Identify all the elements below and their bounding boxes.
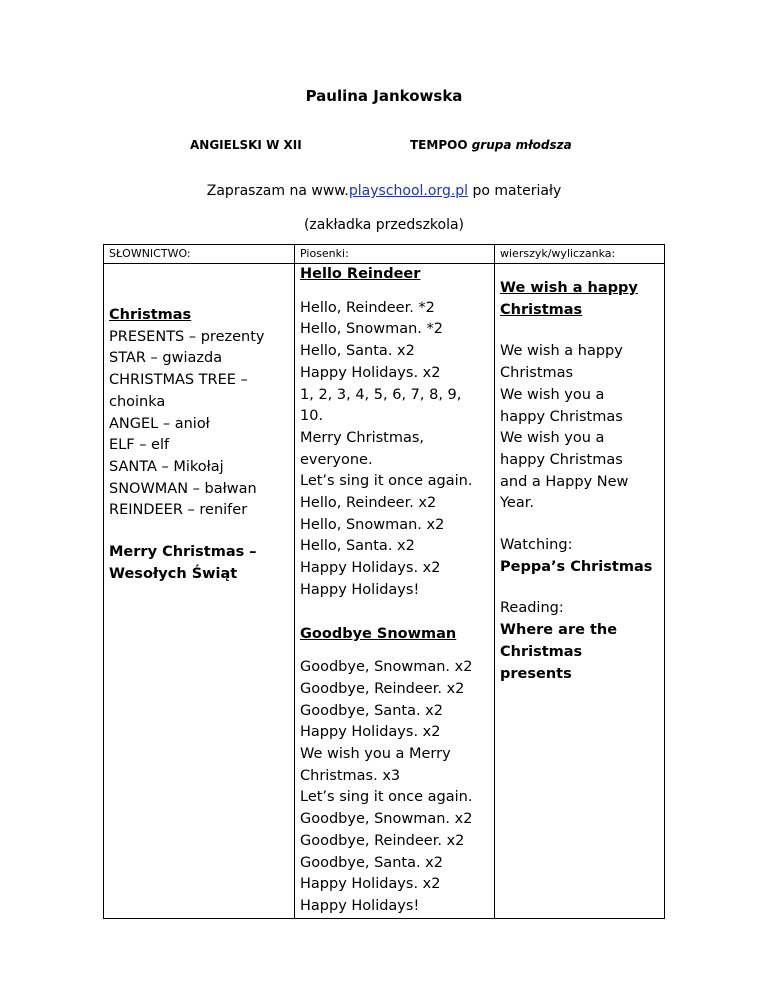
song1-line: Let’s sing it once again.	[300, 473, 473, 490]
song1-line: 1, 2, 3, 4, 5, 6, 7, 8, 9,	[300, 386, 462, 403]
song1-line: 10.	[300, 408, 324, 425]
poem-title-line2: Christmas	[500, 301, 583, 318]
header-row	[104, 245, 665, 264]
vocab-item: REINDEER – renifer	[109, 502, 248, 519]
poem-line: We wish you a	[500, 386, 605, 403]
song1-line: Merry Christmas,	[300, 429, 425, 446]
song1-line: Hello, Santa. x2	[300, 538, 415, 555]
song2-line: Christmas. x3	[300, 767, 401, 784]
vocab-item: ANGEL – anioł	[109, 415, 210, 432]
reading-title-line: presents	[500, 665, 572, 682]
song1-lyrics	[300, 298, 489, 602]
header-songs: Piosenki:	[295, 245, 495, 264]
invite-before: Zapraszam na www.	[206, 183, 349, 199]
group-italic: grupa młodsza	[471, 138, 572, 152]
reading-label: Reading:	[500, 600, 564, 617]
song2-lyrics	[300, 657, 489, 917]
song1-line: Happy Holidays. x2	[300, 560, 441, 577]
poem-line: Year.	[500, 495, 534, 512]
vocab-item: SANTA – Mikołaj	[109, 458, 224, 475]
song2-line: Goodbye, Santa. x2	[300, 854, 443, 871]
spacer	[500, 578, 659, 598]
song1-line: Hello, Reindeer. x2	[300, 495, 437, 512]
poem-line: Christmas	[500, 365, 574, 382]
poem-line: We wish a happy	[500, 343, 623, 360]
watching-title: Peppa’s Christmas	[500, 558, 653, 575]
song2-line: We wish you a Merry	[300, 746, 451, 763]
poem-cell	[495, 264, 665, 919]
poem-lines	[500, 341, 659, 515]
invite-text	[0, 183, 768, 199]
song1-line: Happy Holidays. x2	[300, 364, 441, 381]
song2-title: Goodbye Snowman	[300, 625, 457, 642]
vocab-item: ELF – elf	[109, 437, 170, 454]
song1-line: everyone.	[300, 451, 373, 468]
poem-title-line1: We wish a happy	[500, 280, 638, 296]
vocab-list	[109, 327, 289, 522]
invite-after: po materiały	[468, 183, 562, 199]
song1-line: Hello, Reindeer. *2	[300, 299, 435, 316]
spacer	[500, 515, 659, 535]
header-vocab: SŁOWNICTWO:	[104, 245, 295, 264]
playschool-link[interactable]: playschool.org.pl	[348, 183, 469, 199]
vocab-title: Christmas	[109, 307, 192, 323]
song2-line: Goodbye, Snowman. x2	[300, 811, 473, 828]
group-prefix: TEMPOO	[410, 138, 472, 152]
lesson-table	[103, 244, 665, 919]
header-poem: wierszyk/wyliczanka:	[495, 245, 665, 264]
song2-line: Happy Holidays. x2	[300, 876, 441, 893]
song2-line: Goodbye, Reindeer. x2	[300, 832, 465, 849]
vocab-item: CHRISTMAS TREE –	[109, 372, 248, 389]
song1-title: Hello Reindeer	[300, 266, 421, 282]
songs-cell	[295, 264, 495, 919]
invite-note: (zakładka przedszkola)	[303, 217, 465, 233]
song2-line: Goodbye, Snowman. x2	[300, 659, 473, 676]
spacer	[500, 321, 659, 341]
song2-line: Happy Holidays!	[300, 897, 420, 914]
vocab-phrase-line2: Wesołych Świąt	[109, 565, 238, 582]
poem-line: We wish you a	[500, 430, 605, 447]
song1-line: Hello, Santa. x2	[300, 343, 415, 360]
group-name	[410, 138, 572, 152]
vocab-item: STAR – gwiazda	[109, 350, 223, 367]
vocab-item: choinka	[109, 393, 166, 410]
spacer	[300, 602, 489, 624]
content-row	[104, 264, 665, 919]
author-name: Paulina Jankowska	[305, 87, 463, 105]
course-name: ANGIELSKI W XII	[190, 138, 302, 152]
poem-line: happy Christmas	[500, 451, 623, 468]
song1-line: Hello, Snowman. x2	[300, 516, 445, 533]
poem-line: and a Happy New	[500, 473, 629, 490]
vocab-phrase-line1: Merry Christmas –	[109, 544, 257, 561]
vocab-item: PRESENTS – prezenty	[109, 328, 265, 345]
song2-line: Goodbye, Santa. x2	[300, 702, 443, 719]
song2-line: Happy Holidays. x2	[300, 724, 441, 741]
song1-line: Hello, Snowman. *2	[300, 321, 443, 338]
poem-line: happy Christmas	[500, 408, 623, 425]
song2-line: Goodbye, Reindeer. x2	[300, 680, 465, 697]
reading-title-line: Where are the	[500, 622, 618, 639]
vocab-cell	[104, 264, 295, 919]
reading-title-line: Christmas	[500, 643, 583, 660]
watching-label: Watching:	[500, 537, 573, 554]
song2-line: Let’s sing it once again.	[300, 789, 473, 806]
song1-line: Happy Holidays!	[300, 581, 420, 598]
vocab-item: SNOWMAN – bałwan	[109, 480, 257, 497]
spacer	[109, 522, 289, 542]
